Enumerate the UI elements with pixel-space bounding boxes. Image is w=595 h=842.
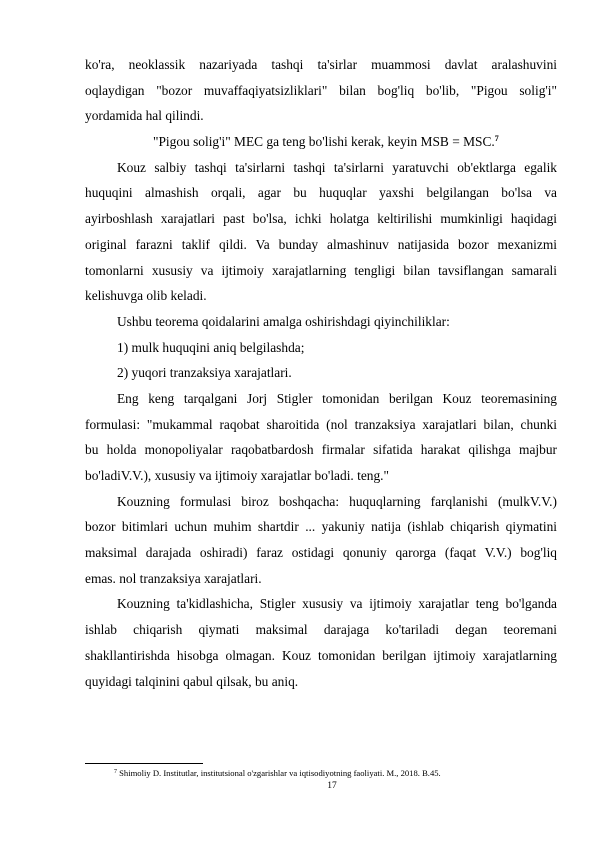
text-line: Eng keng tarqalgani Jorj Stigler tomonidan berilgan Kouz teoremasining bbox=[117, 390, 557, 406]
text-line: bozor bitimlari uchun muhim shartdir ... yakuniy natija (ishlab chiqarish qiymatini bbox=[85, 519, 557, 535]
text-line: Kouzning ta'kidlashicha, Stigler xususiy va ijtimoiy xarajatlar teng bo'lganda bbox=[117, 596, 557, 612]
paragraph bbox=[85, 386, 557, 489]
numbered-list bbox=[85, 335, 557, 386]
paragraph bbox=[85, 489, 557, 592]
footnote bbox=[114, 768, 441, 779]
text-line: tomonlarni xususiy va ijtimoiy xarajatlarning tengligi bilan tavsiflangan samarali bbox=[85, 262, 557, 278]
list-item: 1) mulk huquqini aniq belgilashda; bbox=[117, 339, 305, 355]
text-line: kelishuvga olib keladi. bbox=[85, 288, 207, 304]
text-line: bu holda monopoliyalar raqobatbardosh firmalar sifatida harakat qilishga majbur bbox=[85, 442, 557, 458]
text-line: ishlab chiqarish qiymati maksimal darajaga ko'tariladi degan teoremani bbox=[85, 622, 557, 638]
page-number: 17 bbox=[327, 781, 337, 791]
text-line: yordamida hal qilindi. bbox=[85, 108, 204, 124]
list-item: 2) yuqori tranzaksiya xarajatlari. bbox=[117, 365, 292, 381]
text-line: maksimal darajada oshiradi) faraz ostidagi qonuniy qarorga (faqat V.V.) bog'liq bbox=[85, 545, 557, 561]
footnote-divider bbox=[85, 763, 203, 764]
text-line: Kouzning formulasi biroz boshqacha: huquqlarning farqlanishi (mulkV.V.) bbox=[117, 493, 557, 509]
text-line: Kouz salbiy tashqi ta'sirlarni tashqi ta'sirlarni yaratuvchi ob'ektlarga egalik bbox=[117, 159, 557, 175]
text-line: original farazni taklif qildi. Va bunday almashinuv natijasida bozor mexanizmi bbox=[85, 236, 557, 252]
paragraph bbox=[85, 591, 557, 694]
paragraph bbox=[85, 155, 557, 309]
text-line: Ushbu teorema qoidalarini amalga oshirishdagi qiyinchiliklar: bbox=[117, 313, 450, 329]
footnote-number: 7 bbox=[114, 769, 117, 775]
footnote-text: Shimoliy D. Institutlar, institutsional o'zgarishlar va iqtisodiyotning faoliyati. M., 2018. B.45. bbox=[119, 768, 441, 778]
text-line: bo'ladiV.V.), xususiy va ijtimoiy xarajatlar bo'ladi. teng." bbox=[85, 468, 389, 483]
text-line: huquqini almashish orqali, agar bu huquqlar yaxshi belgilangan bo'lsa va bbox=[85, 185, 557, 201]
text-line: oqlaydigan "bozor muvaffaqiyatsizliklari" bilan bog'liq bo'lib, "Pigou solig'i" bbox=[85, 82, 557, 98]
page-body bbox=[85, 52, 557, 694]
paragraph bbox=[85, 52, 557, 129]
text-line: emas. nol tranzaksiya xarajatlari. bbox=[85, 570, 262, 586]
text-line: shakllantirishda hisobga olmagan. Kouz tomonidan berilgan ijtimoiy xarajatlarning bbox=[85, 647, 557, 663]
text-line: formulasi: "mukammal raqobat sharoitida (nol tranzaksiya xarajatlari bilan, chunki bbox=[85, 416, 557, 432]
formula-text: "Pigou solig'i" MEC ga teng bo'lishi kerak, keyin MSB = MSC. bbox=[153, 134, 495, 150]
footnote-reference: 7 bbox=[494, 134, 499, 144]
paragraph bbox=[85, 309, 557, 335]
text-line: ayirboshlash xarajatlari past bo'lsa, ichki holatga keltirilishi mumkinligi haqidagi bbox=[85, 211, 557, 227]
formula-line bbox=[85, 129, 557, 155]
text-line: quyidagi talqinini qabul qilsak, bu aniq. bbox=[85, 673, 299, 689]
text-line: ko'ra, neoklassik nazariyada tashqi ta'sirlar muammosi davlat aralashuvini bbox=[85, 57, 557, 72]
